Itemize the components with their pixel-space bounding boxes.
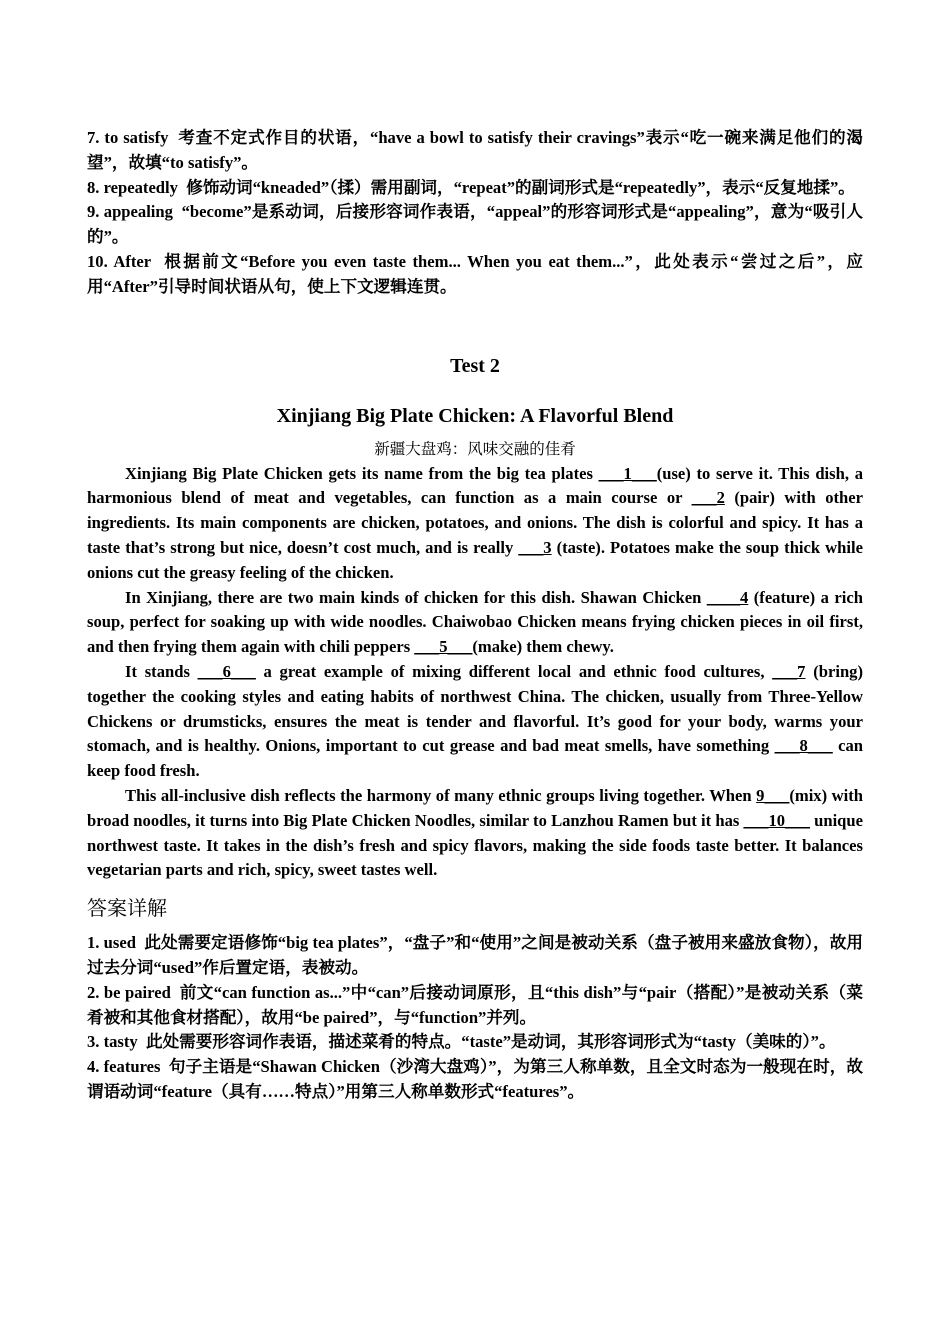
answer-word: 9. appealing bbox=[87, 202, 173, 222]
passage-title: Xinjiang Big Plate Chicken: A Flavorful Blend bbox=[276, 404, 674, 427]
answer-2 bbox=[87, 981, 863, 1031]
passage-text: (make) them chewy. bbox=[472, 637, 614, 657]
blank-1: ___1___ bbox=[598, 463, 657, 483]
spacer bbox=[87, 300, 863, 352]
passage-subtitle: 新疆大盘鸡：风味交融的佳肴 bbox=[374, 439, 576, 458]
passage-text: (pair) with other ingredients. Its main components are chicken, potatoes, and onions. The dish is colorful and spicy. It has a taste that’s strong but nice, doesn’t cost much, and is really bbox=[87, 488, 863, 557]
passage-text: a great example of mixing different local and ethnic food cultures, bbox=[255, 661, 773, 681]
answer-4 bbox=[87, 1055, 863, 1105]
answer-word: 8. repeatedly bbox=[87, 177, 178, 197]
answer-note: 此处需要定语修饰“big tea plates”，“盘子”和“使用”之间是被动关系（盘子被用来盛放食物），故用过去分词“used”作后置定语，表被动。 bbox=[87, 933, 864, 977]
passage-text: This all-inclusive dish reflects the harmony of many ethnic groups living together. When bbox=[125, 785, 757, 805]
answer-word: 2. be paired bbox=[87, 982, 171, 1002]
answer-note: 根据前文“Before you even taste them... When you eat them...”，此处表示“尝过之后”，应用“After”引导时间状语从句，使上下文逻辑连贯。 bbox=[87, 251, 864, 296]
passage-text: It stands bbox=[125, 661, 198, 681]
answer-word: 7. to satisfy bbox=[87, 128, 169, 147]
answer-note: 考查不定式作目的状语，“have a bowl to satisfy their cravings”表示“吃一碗来满足他们的渴望”，故填“to satisfy”。 bbox=[87, 128, 864, 172]
passage-text: can keep food fresh. bbox=[87, 736, 863, 781]
blank-6: ___6___ bbox=[197, 661, 256, 681]
blank-9: 9___ bbox=[756, 785, 790, 805]
passage-paragraph-4 bbox=[87, 784, 863, 883]
passage-text: unique northwest taste. It takes in the dish’s fresh and spicy flavors, making the side foods taste better. It balances vegetarian parts and rich, spicy, sweet tastes well. bbox=[87, 810, 864, 880]
passage-paragraph-3 bbox=[87, 660, 863, 784]
passage-text: Xinjiang Big Plate Chicken gets its name from the big tea plates bbox=[125, 463, 599, 483]
answer-note: 此处需要形容词作表语，描述菜肴的特点。“taste”是动词，其形容词形式为“tasty（美味的）”。 bbox=[146, 1032, 836, 1052]
blank-10: ___10___ bbox=[743, 810, 810, 830]
answer-10 bbox=[87, 250, 863, 300]
answer-note: 修饰动词“kneaded”（揉）需用副词，“repeat”的副词形式是“repeatedly”，表示“反复地揉”。 bbox=[186, 177, 855, 197]
passage-text: (use) to serve it. This dish, a harmonious blend of meat and vegetables, can function as a main course or bbox=[87, 463, 863, 508]
answer-note: 句子主语是“Shawan Chicken（沙湾大盘鸡）”，为第三人称单数，且全文时态为一般现在时，故谓语动词“feature（具有……特点）”用第三人称单数形式“features”。 bbox=[87, 1057, 864, 1101]
passage-text: (bring) together the cooking styles and eating habits of northwest China. The chicken, usually from Three-Yellow Chickens or drumsticks, ensures the meat is tender and flavorful. It’s good for your body, warms your stomach, and is healthy. Onions, important to cut grease and bad meat smells, have something bbox=[87, 661, 863, 756]
answer-word: 10. After bbox=[87, 251, 152, 271]
answer-8 bbox=[87, 176, 863, 201]
answer-word: 4. features bbox=[87, 1057, 161, 1077]
passage-text: (feature) a rich soup, perfect for soaking up with wide noodles. Chaiwobao Chicken means frying chicken pieces in oil first, and then frying them again with chili peppers bbox=[87, 587, 863, 657]
passage-text: In Xinjiang, there are two main kinds of chicken for this dish. Shawan Chicken bbox=[125, 587, 707, 607]
test-label: Test 2 bbox=[450, 354, 500, 377]
answer-word: 1. used bbox=[87, 933, 136, 953]
passage-text: (mix) with broad noodles, it turns into Big Plate Chicken Noodles, similar to Lanzhou Ramen but it has bbox=[87, 785, 863, 830]
answers-heading: 答案详解 bbox=[87, 896, 167, 921]
blank-3: ___3 bbox=[518, 537, 552, 557]
answer-word: 3. tasty bbox=[87, 1032, 138, 1052]
passage-text: (taste). Potatoes make the soup thick while onions cut the greasy feeling of the chicken. bbox=[87, 537, 863, 582]
blank-8: ___8___ bbox=[774, 736, 833, 756]
answer-1 bbox=[87, 931, 863, 981]
passage-paragraph-1 bbox=[87, 462, 863, 586]
answer-9 bbox=[87, 200, 863, 250]
document-page bbox=[87, 126, 863, 1105]
blank-7: ___7 bbox=[772, 661, 806, 681]
blank-4: ____4 bbox=[706, 587, 749, 607]
passage-paragraph-2 bbox=[87, 586, 863, 660]
answer-note: 前文“can function as...”中“can”后接动词原形，且“this dish”与“pair（搭配）”是被动关系（菜肴被和其他食材搭配），故用“be paired”，与“function”并列。 bbox=[87, 982, 863, 1027]
blank-5: ___5___ bbox=[414, 637, 473, 657]
answer-note: “become”是系动词，后接形容词作表语，“appeal”的形容词形式是“appealing”，意为“吸引人的”。 bbox=[87, 202, 863, 247]
answer-3 bbox=[87, 1030, 863, 1055]
blank-2: ___2 bbox=[691, 488, 725, 508]
answer-7 bbox=[87, 126, 863, 176]
